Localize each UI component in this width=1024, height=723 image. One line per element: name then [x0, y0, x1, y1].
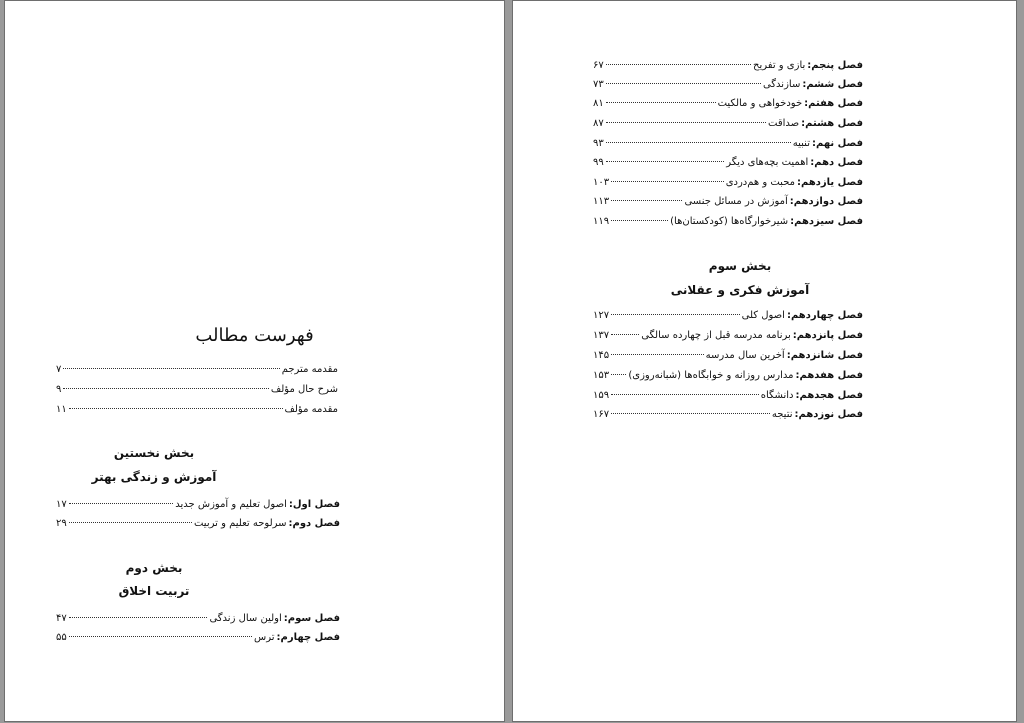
- dot-leader: [611, 200, 682, 201]
- toc-page-number: ۱۴۵: [593, 350, 610, 361]
- toc-page-number: ۴۷: [56, 613, 67, 624]
- toc-entry-text: برنامه مدرسه قبل از چهارده سالگی: [641, 330, 791, 341]
- toc-page-number: ۲۹: [56, 518, 67, 529]
- toc-entry-text: اصول تعلیم و آموزش جدید: [175, 499, 287, 510]
- toc-page-number: ۹۹: [593, 157, 604, 168]
- toc-entry-text: شیرخوارگاه‌ها (کودکستان‌ها): [670, 216, 789, 227]
- toc-entry[interactable]: [56, 631, 340, 645]
- toc-entry-text: مقدمه مؤلف: [284, 404, 338, 415]
- toc-page-number: ۱۰۳: [593, 177, 610, 188]
- toc-entry[interactable]: [593, 97, 863, 111]
- toc-entry[interactable]: [593, 78, 863, 92]
- dot-leader: [606, 142, 791, 143]
- toc-page-number: ۱۳۷: [593, 330, 610, 341]
- dot-leader: [69, 617, 208, 618]
- toc-entry[interactable]: [56, 383, 340, 397]
- chapter-label: فصل سوم:: [283, 613, 340, 624]
- dot-leader: [63, 368, 279, 369]
- dot-leader: [611, 181, 724, 182]
- dot-leader: [611, 334, 639, 335]
- toc-entry[interactable]: [593, 117, 863, 131]
- part3-heading: بخش سوم: [708, 259, 772, 273]
- chapter-label: فصل یازدهم:: [797, 177, 863, 188]
- toc-page-number: ۷۳: [593, 79, 604, 90]
- toc-entry-text: تنبیه: [792, 138, 810, 149]
- toc-entry[interactable]: [593, 137, 863, 151]
- toc-entry[interactable]: [593, 195, 863, 209]
- toc-page-number: ۹: [56, 384, 62, 395]
- dot-leader: [611, 394, 759, 395]
- toc-entry[interactable]: [593, 176, 863, 190]
- part2-subheading: تربیت اخلاق: [118, 584, 190, 598]
- toc-entry[interactable]: [593, 329, 863, 343]
- toc-entry[interactable]: [593, 349, 863, 363]
- dot-leader: [606, 122, 766, 123]
- toc-entry-text: نتیجه: [771, 409, 793, 420]
- toc-page-number: ۱۱: [56, 404, 67, 415]
- dot-leader: [69, 522, 192, 523]
- dot-leader: [611, 374, 626, 375]
- chapter-label: فصل پانزدهم:: [792, 330, 863, 341]
- toc-entry-text: آخرین سال مدرسه: [705, 350, 785, 361]
- toc-page-number: ۸۱: [593, 98, 604, 109]
- dot-leader: [69, 408, 283, 409]
- toc-entry-text: بازی و تفریح: [753, 60, 806, 71]
- dot-leader: [63, 388, 269, 389]
- dot-leader: [611, 314, 740, 315]
- chapter-label: فصل شانزدهم:: [786, 350, 863, 361]
- toc-entry[interactable]: [56, 498, 340, 512]
- toc-entry-text: دانشگاه: [760, 390, 794, 401]
- toc-entry[interactable]: [593, 59, 863, 73]
- chapter-label: فصل ششم:: [802, 79, 863, 90]
- part2-heading: بخش دوم: [125, 561, 183, 575]
- chapter-label: فصل پنجم:: [807, 60, 863, 71]
- toc-entry-text: اصول کلی: [741, 310, 785, 321]
- part3-subheading: آموزش فکری و عقلانی: [670, 283, 810, 297]
- toc-entry-text: مقدمه مترجم: [281, 364, 338, 375]
- toc-entry-text: ترس: [254, 632, 275, 643]
- chapter-label: فصل هجدهم:: [795, 390, 863, 401]
- part1-heading: بخش نخستین: [113, 446, 195, 460]
- toc-entry-text: مدارس روزانه و خوابگاه‌ها (شبانه‌روزی): [628, 370, 794, 381]
- chapter-label: فصل دوازدهم:: [789, 196, 863, 207]
- chapter-label: فصل هشتم:: [801, 118, 863, 129]
- chapter-label: فصل سیزدهم:: [790, 216, 863, 227]
- page-title: فهرست مطالب: [195, 325, 314, 346]
- toc-page-number: ۹۳: [593, 138, 604, 149]
- toc-page-number: ۸۷: [593, 118, 604, 129]
- chapter-label: فصل چهارم:: [276, 632, 340, 643]
- toc-entry-text: اهمیت بچه‌های دیگر: [726, 157, 809, 168]
- chapter-label: فصل نوزدهم:: [794, 409, 863, 420]
- dot-leader: [606, 83, 761, 84]
- chapter-label: فصل چهاردهم:: [786, 310, 863, 321]
- chapter-label: فصل دوم:: [288, 518, 340, 529]
- toc-entry[interactable]: [56, 403, 340, 417]
- chapter-label: فصل هفدهم:: [795, 370, 863, 381]
- toc-entry-text: آموزش در مسائل جنسی: [684, 196, 788, 207]
- dot-leader: [611, 220, 668, 221]
- dot-leader: [611, 413, 770, 414]
- toc-page-number: ۶۷: [593, 60, 604, 71]
- chapter-label: فصل دهم:: [810, 157, 863, 168]
- toc-entry-text: سازندگی: [762, 79, 801, 90]
- toc-page-number: ۱۱۳: [593, 196, 610, 207]
- toc-entry[interactable]: [56, 612, 340, 626]
- toc-entry[interactable]: [56, 363, 340, 377]
- chapter-label: فصل اول:: [288, 499, 340, 510]
- toc-entry[interactable]: [593, 408, 863, 422]
- toc-entry[interactable]: [593, 215, 863, 229]
- toc-entry[interactable]: [593, 309, 863, 323]
- toc-page-number: ۱۵۹: [593, 390, 610, 401]
- toc-entry-text: محبت و هم‌دردی: [725, 177, 796, 188]
- toc-entry-text: خودخواهی و مالکیت: [717, 98, 803, 109]
- toc-entry[interactable]: [593, 389, 863, 403]
- chapter-label: فصل نهم:: [811, 138, 863, 149]
- toc-page-number: ۱۷: [56, 499, 67, 510]
- part1-subheading: آموزش و زندگی بهتر: [91, 470, 217, 484]
- toc-page-number: ۱۵۳: [593, 370, 610, 381]
- dot-leader: [606, 161, 724, 162]
- toc-entry-text: صداقت: [768, 118, 800, 129]
- dot-leader: [69, 636, 252, 637]
- toc-page-number: ۱۲۷: [593, 310, 610, 321]
- dot-leader: [606, 64, 751, 65]
- chapter-label: فصل هفتم:: [804, 98, 863, 109]
- dot-leader: [606, 102, 716, 103]
- toc-entry-text: سرلوحه تعلیم و تربیت: [193, 518, 287, 529]
- toc-entry[interactable]: [56, 517, 340, 531]
- toc-entry-text: شرح حال مؤلف: [270, 384, 338, 395]
- toc-page-number: ۱۶۷: [593, 409, 610, 420]
- toc-entry[interactable]: [593, 156, 863, 170]
- toc-entry-text: اولین سال زندگی: [209, 613, 282, 624]
- toc-entry[interactable]: [593, 369, 863, 383]
- dot-leader: [611, 354, 703, 355]
- toc-page-number: ۷: [56, 364, 62, 375]
- toc-page-number: ۵۵: [56, 632, 67, 643]
- dot-leader: [69, 503, 173, 504]
- toc-page-number: ۱۱۹: [593, 216, 610, 227]
